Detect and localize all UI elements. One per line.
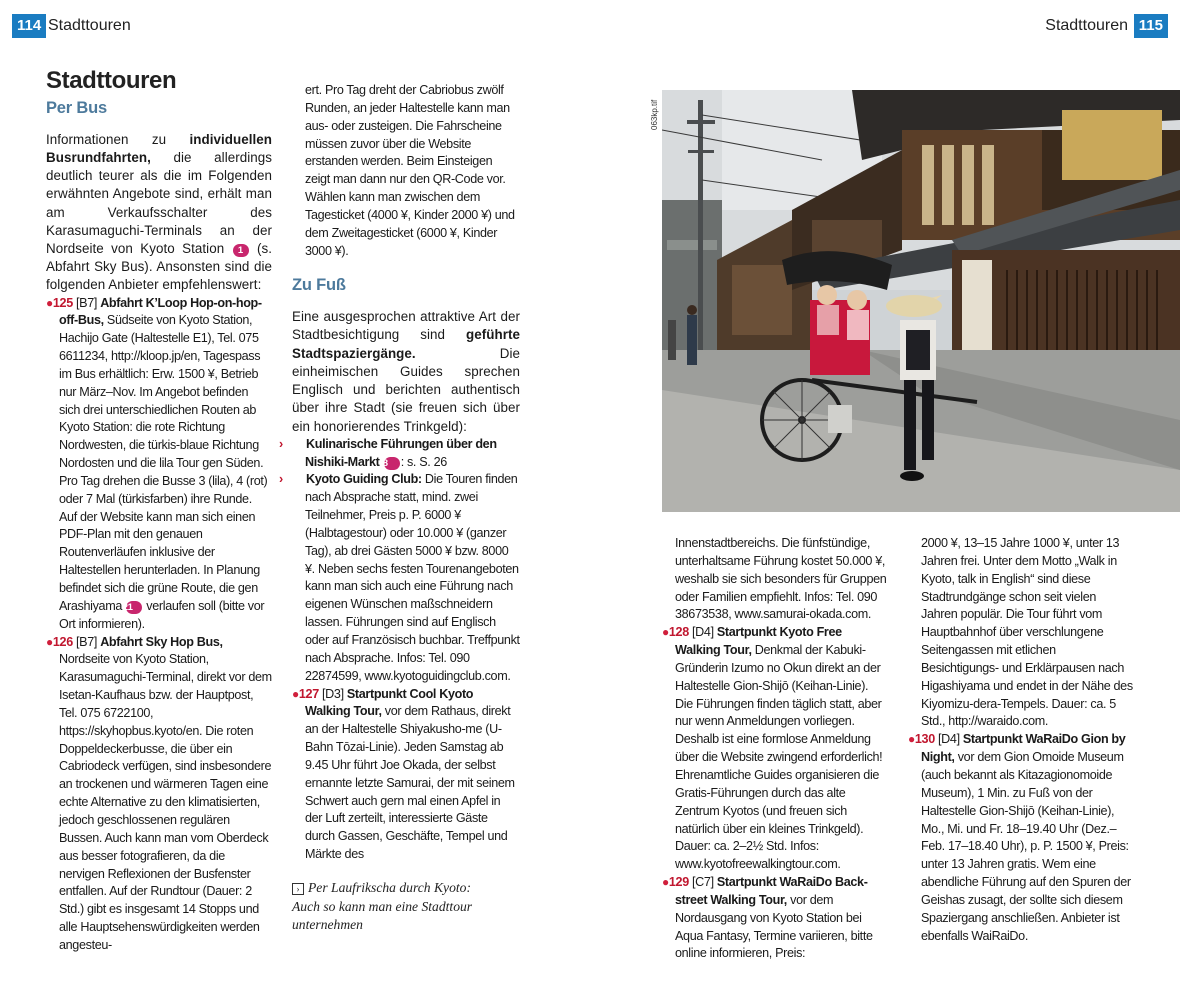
photo-rickshaw-kyoto [662, 90, 1180, 512]
bullet-icon: ● [292, 686, 299, 701]
entry-128: ●128 [D4] Startpunkt Kyoto Free Walking Tour, Denkmal der Kabuki-Gründerin Izumo no Okun direkt an der Haltestelle Gion-Shijō (Keihan-Linie). Die Führungen finden täglich statt, aber nur wenn Anmeldungen vorliegen. Deshalb ist eine formlose Anmeldung über die Website zwingend erforderlich! Ehrenamtliche Guides organisieren die Gratis-Führungen durch das alte Zentrum Kyotos (und freuen sich natürlich über ein kleines Trinkgeld). Dauer: ca. 2–2½ Std. Infos: www.kyotofreewalkingtour.com. [662, 625, 883, 872]
continuation-col4: 2000 ¥, 13–15 Jahre 1000 ¥, unter 13 Jahren frei. Unter dem Motto „Walk in Kyoto, talk in English“ sind diese Stadtrundgänge schon seit vielen Jahren populär. Die Tour führt vom Hauptbahnhof über verschlungene Seitengassen mit etlichen Besichtigungs- und Erklärpausen nach Higashiyama und endet in der Nähe des Kiyomizu-dera-Tempels. Dauer: ca. 5 Std., http://waraido.com. [921, 536, 1133, 729]
photo-caption: › Per Laufrikscha durch Kyoto: Auch so kann man eine Stadttour unternehmen [292, 880, 473, 932]
heading-zu-fuss: Zu Fuß [292, 276, 346, 295]
page-number-left: 114 [12, 14, 46, 38]
page-number-right: 115 [1134, 14, 1168, 38]
column-4 [908, 535, 1134, 945]
arrow-icon: › [279, 472, 283, 487]
arrow-icon: › [279, 436, 283, 451]
running-title-left: Stadttouren [48, 17, 131, 34]
column-3 [662, 535, 888, 963]
item-guiding-club: › Kyoto Guiding Club: Die Touren finden nach Absprache statt, mind. zwei Teilnehmer, Preis p. P. 6000 ¥ (Halbtagestour) oder 10.000 ¥ (ganzer Tag), ab drei Gästen 5000 ¥ bzw. 8000 ¥. Neben sechs festen Tourenangeboten kann man sich auch eine Führung nach eigenen Wünschen maßschneidern lassen. Führungen sind auf Englisch oder auf Französisch buchbar. Treffpunkt nach Absprache. Infos: Tel. 090 22874599, www.kyotoguidingclub.com. [279, 472, 520, 683]
bullet-icon: ● [908, 732, 915, 747]
map-pin-1[interactable]: 1 [233, 244, 249, 257]
bullet-icon: ● [46, 634, 53, 649]
continuation-col2: ert. Pro Tag dreht der Cabriobus zwölf Runden, an jeder Haltestelle kann man aus- oder zusteigen. Die Fahrscheine müssen zuvor über die Website erstanden werden. Beim Einsteigen zeigt man dann nur den QR-Code vor. Wählen kann man zwischen dem Tagesticket (4000 ¥, Kinder 2000 ¥) und dem Zweitagesticket (6000 ¥, Kinder 3000 ¥). [305, 83, 515, 258]
column-2 [279, 82, 520, 864]
item-nishiki: › Kulinarische Führungen über den Nishiki-Markt 8 : s. S. 26 [279, 436, 497, 469]
entry-126: ●126 [B7] Abfahrt Sky Hop Bus, Nordseite von Kyoto Station, Karasumaguchi-Terminal, direkt vor dem Isetan-Kaufhaus bzw. der Hauptpost, Tel. 075 6722100, https://skyhopbus.kyoto/en. Die roten Doppeldeckerbusse, die über ein Cabriodeck verfügen, sind insbesondere an trockenen und wärmeren Tagen eine echte Alternative zu den klimatisierten, jedoch geschlossenen regulären Bussen. Auch kann man vom Oberdeck aus besser fotografieren, da die nervigen Reflexionen der Busfenster entfallen. Auf der Rundtour (Dauer: 2 Std.) gibt es insgesamt 14 Stopps und alle Hauptsehenswürdigkeiten werden angesteu- [46, 634, 272, 952]
entry-129: ●129 [C7] Startpunkt WaRaiDo Back-street Walking Tour, vor dem Nordausgang von Kyoto Station bei Aqua Fantasy, Termine variieren, bitte online informieren, Preis: [662, 875, 873, 961]
continuation-col3: Innenstadtbereichs. Die fünfstündige, unterhaltsame Führung kostet 50.000 ¥, weshalb sie sich besonders für Gruppen oder Familien empfiehlt. Infos: Tel. 090 38673538, www.samurai-okada.com. [675, 536, 887, 622]
map-pin-21[interactable]: 21 [126, 601, 142, 614]
entry-125: ●125 [B7] Abfahrt K’Loop Hop-on-hop-off-Bus, Südseite von Kyoto Station, Hachijo Gate (Haltestelle E1), Tel. 075 6611234, http://kloop.jp/en, Tagespass im Bus erhältlich: Erw. 1500 ¥, Betrieb nur März–Nov. Im Angebot befinden sich drei unterschiedlichen Routen ab Kyoto Station: die rote Richtung Nordwesten, die türkis-blaue Richtung Nordosten und die lila Tour gen Süden. Pro Tag drehen die Busse 3 (lila), 4 (rot) oder 7 Mal (türkisfarben) ihre Runde. Auf der Website kann man sich einen PDF-Plan mit den genauen Routenverläufen inklusive der Haltestellen herunterladen. In Planung befindet sich die grüne Route, die gen Arashiyama 21 verlaufen soll (bitte vor Ort informieren). [46, 295, 268, 631]
running-title-right: Stadttouren [1045, 17, 1128, 34]
heading-per-bus: Per Bus [46, 98, 107, 117]
caption-arrow-icon: › [292, 883, 304, 895]
intro-foot: Eine ausgesprochen attraktive Art der Stadtbesichtigung sind geführte Stadtspaziergänge. Die einheimischen Guides sprechen Englisch und berichten authentisch über ihre Stadt (sie freuen sich über ein honorierendes Trinkgeld): [292, 309, 520, 434]
bullet-icon: ● [662, 625, 669, 640]
map-pin-8[interactable]: 8 [384, 457, 400, 470]
entry-127: ●127 [D3] Startpunkt Cool Kyoto Walking Tour, vor dem Rathaus, direkt an der Haltestelle Shiyakusho-me (U-Bahn Tōzai-Linie). Jeden Samstag ab 9.45 Uhr führt Joe Okada, der selbst ernannte letzte Samurai, der mit seinem Schwert auch gern mal einen Apfel in der Luft zerteilt, interessierte Gäste durch Gassen, Geschäfte, Tempel und Märkte des [292, 686, 515, 862]
column-1 [46, 67, 272, 955]
page-title: Stadttouren [46, 67, 177, 94]
entry-130: ●130 [D4] Startpunkt WaRaiDo Gion by Night, vor dem Gion Omoide Museum (auch bekannt als Kitazagionomoide Museum), 1 Min. zu Fuß von der Haltestelle Gion-Shijō (Keihan-Linie), Mo., Mi. und Fr. 18–19.40 Uhr (Dez.–Feb. 17–18.40 Uhr), p. P. 1500 ¥, Preis: unter 13 Jahren gratis. Wem eine abendliche Führung auf den Spuren der Geishas zusagt, der sollte sich diesem Spaziergang anschließen. Anbieter ist ebenfalls WaiRaiDo. [908, 732, 1131, 943]
intro-bus: Informationen zu individuellen Busrundfahrten, die allerdings deutlich teurer als die im Folgenden erwähnten Angebote sind, erhält man am Verkaufsschalter des Karasumaguchi-Terminals an der Nordseite von Kyoto Station 1 (s. Abfahrt Sky Bus). Ansonsten sind die folgenden Anbieter empfehlenswert: [46, 131, 272, 293]
bullet-icon: ● [46, 295, 53, 310]
bullet-icon: ● [662, 875, 669, 890]
photo-credit: 063kp.tif [650, 99, 659, 130]
